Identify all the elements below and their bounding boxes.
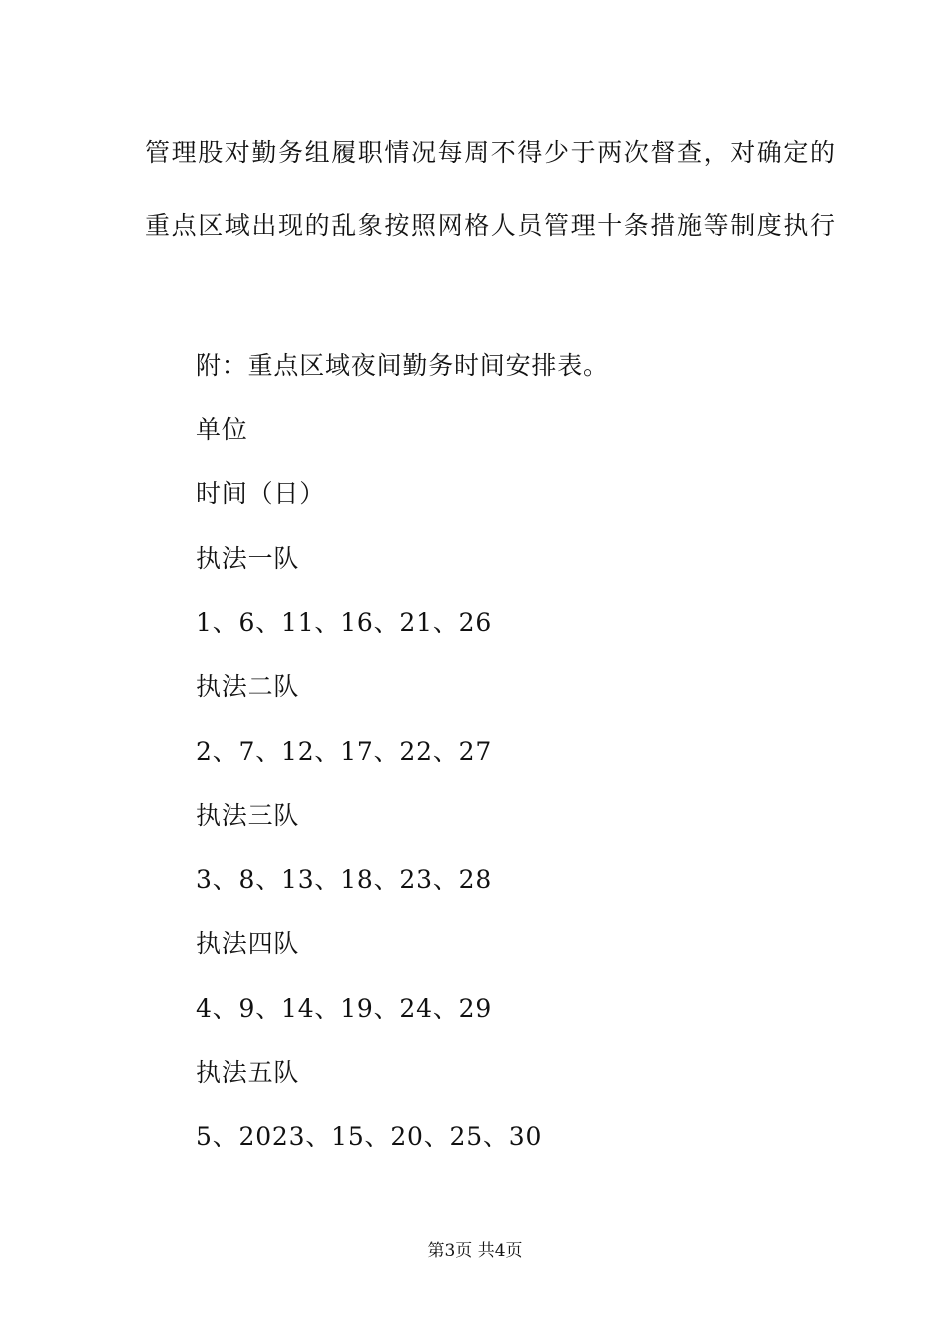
team-name-1: 执法一队	[196, 544, 300, 573]
body-paragraph-line-1: 管理股对勤务组履职情况每周不得少于两次督查，对确定的	[145, 138, 837, 167]
team-name-4: 执法四队	[196, 929, 300, 958]
team-days-1: 1、6、11、16、21、26	[196, 608, 493, 637]
body-paragraph-line-2: 重点区域出现的乱象按照网格人员管理十条措施等制度执行	[145, 211, 837, 240]
team-name-2: 执法二队	[196, 672, 300, 701]
team-name-5: 执法五队	[196, 1058, 300, 1087]
team-name-3: 执法三队	[196, 801, 300, 830]
appendix-title: 附：重点区域夜间勤务时间安排表。	[196, 351, 609, 380]
page-footer: 第3页 共4页	[427, 1241, 523, 1261]
team-days-4: 4、9、14、19、24、29	[196, 994, 493, 1023]
team-days-5: 5、2023、15、20、25、30	[196, 1122, 543, 1151]
team-days-3: 3、8、13、18、23、28	[196, 865, 493, 894]
table-header-time: 时间（日）	[196, 479, 326, 508]
table-header-unit: 单位	[196, 415, 248, 444]
team-days-2: 2、7、12、17、22、27	[196, 737, 493, 766]
